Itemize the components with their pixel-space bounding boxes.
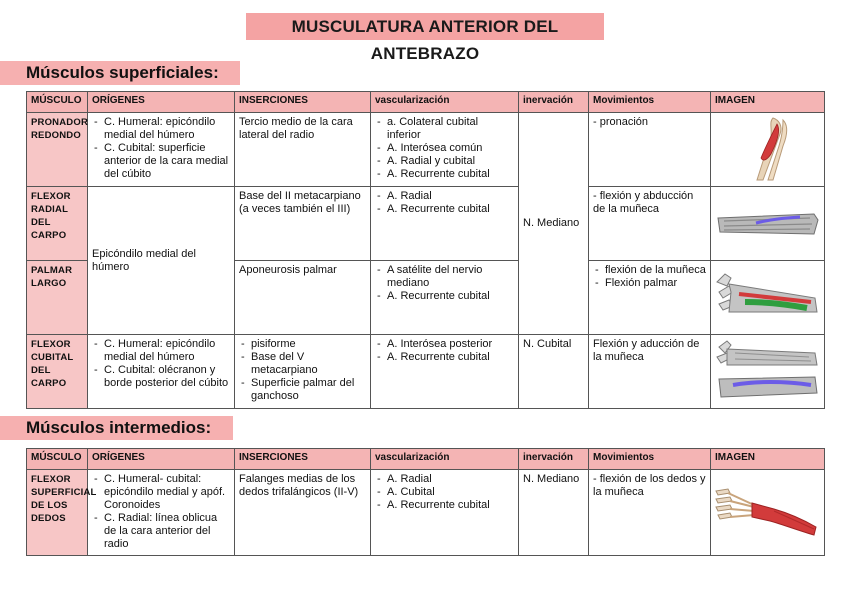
table-row xyxy=(27,113,825,187)
image-cell xyxy=(711,187,825,261)
vascularization-cell xyxy=(371,187,519,261)
flexor-digitorum-superficialis-illustration xyxy=(714,485,822,541)
movement-item: - Flexión palmar xyxy=(605,277,706,290)
vasc-item: - A satélite del nervio mediano xyxy=(387,264,514,290)
header-inserciones: INSERCIONES xyxy=(235,92,371,113)
vasc-item: - A. Recurrente cubital xyxy=(387,499,514,512)
image-cell xyxy=(711,261,825,335)
page-title: MUSCULATURA ANTERIOR DEL ANTEBRAZO xyxy=(291,17,559,63)
vasc-item: - A. Radial xyxy=(387,190,514,203)
innervation-cell: N. Cubital xyxy=(519,335,589,409)
origins-cell xyxy=(88,470,235,556)
image-cell xyxy=(711,335,825,409)
origin-item: - C. Cubital: olécranon y borde posterior del cúbito xyxy=(104,364,230,390)
vasc-item: - A. Recurrente cubital xyxy=(387,168,514,181)
header-origenes: ORÍGENES xyxy=(88,449,235,470)
insertion-cell: Tercio medio de la cara lateral del radio xyxy=(235,113,371,187)
image-cell xyxy=(711,113,825,187)
vascularization-cell xyxy=(371,470,519,556)
vasc-item: - A. Radial xyxy=(387,473,514,486)
origin-item: - C. Humeral- cubital: epicóndilo medial y apóf. Coronoides xyxy=(104,473,230,512)
insertion-cell: Aponeurosis palmar xyxy=(235,261,371,335)
header-inserciones: INSERCIONES xyxy=(235,449,371,470)
header-musculo: MÚSCULO xyxy=(27,92,88,113)
movement-cell: - pronación xyxy=(589,113,711,187)
vasc-item: - A. Recurrente cubital xyxy=(387,290,514,303)
innervation-cell: N. Mediano xyxy=(519,470,589,556)
movement-cell: - flexión y abducción de la muñeca xyxy=(589,187,711,261)
insertion-cell xyxy=(235,335,371,409)
insertion-item: - Superficie palmar del ganchoso xyxy=(251,377,366,403)
header-movimientos: Movimientos xyxy=(589,449,711,470)
insertion-item: - Base del V metacarpiano xyxy=(251,351,366,377)
table-header-row xyxy=(27,449,825,470)
header-inervacion: inervación xyxy=(519,92,589,113)
table-row xyxy=(27,335,825,409)
vasc-item: - A. Interósea común xyxy=(387,142,514,155)
section-title-intermedios: Músculos intermedios: xyxy=(26,418,212,437)
movement-item: - flexión de la muñeca xyxy=(605,264,706,277)
origin-item: - C. Humeral: epicóndilo medial del húmero xyxy=(104,116,230,142)
image-cell xyxy=(711,470,825,556)
vascularization-cell xyxy=(371,261,519,335)
header-movimientos: Movimientos xyxy=(589,92,711,113)
muscle-name: PALMAR LARGO xyxy=(27,261,88,335)
flexor-carpi-ulnaris-illustration xyxy=(715,339,821,405)
section-title-superficiales: Músculos superficiales: xyxy=(26,63,219,82)
header-inervacion: inervación xyxy=(519,449,589,470)
header-musculo: MÚSCULO xyxy=(27,449,88,470)
vasc-item: - A. Recurrente cubital xyxy=(387,203,514,216)
vascularization-cell xyxy=(371,113,519,187)
vasc-item: - A. Radial y cubital xyxy=(387,155,514,168)
innervation-cell-mediano: N. Mediano xyxy=(519,113,589,335)
muscle-name: FLEXOR SUPERFICIAL DE LOS DEDOS xyxy=(27,470,88,556)
movement-cell xyxy=(589,261,711,335)
header-imagen: IMAGEN xyxy=(711,449,825,470)
insertion-cell: Base del II metacarpiano (a veces también el III) xyxy=(235,187,371,261)
header-imagen: IMAGEN xyxy=(711,92,825,113)
superficial-muscles-table xyxy=(26,91,825,409)
vasc-item: - A. Cubital xyxy=(387,486,514,499)
header-origenes: ORÍGENES xyxy=(88,92,235,113)
pronator-teres-illustration xyxy=(733,116,803,184)
origin-item: - C. Humeral: epicóndilo medial del húmero xyxy=(104,338,230,364)
vasc-item: - A. Interósea posterior xyxy=(387,338,514,351)
origins-cell xyxy=(88,335,235,409)
palmaris-longus-illustration xyxy=(715,268,821,328)
table-header-row xyxy=(27,92,825,113)
header-vascularizacion: vascularización xyxy=(371,449,519,470)
flexor-carpi-radialis-illustration xyxy=(716,204,820,244)
origin-item: - C. Cubital: superficie anterior de la cara medial del cúbito xyxy=(104,142,230,181)
vasc-item: - a. Colateral cubital inferior xyxy=(387,116,514,142)
table-row xyxy=(27,187,825,261)
insertion-cell: Falanges medias de los dedos trifalángicos (II-V) xyxy=(235,470,371,556)
movement-cell: - flexión de los dedos y la muñeca xyxy=(589,470,711,556)
movement-cell: Flexión y aducción de la muñeca xyxy=(589,335,711,409)
vasc-item: - A. Recurrente cubital xyxy=(387,351,514,364)
insertion-item: - pisiforme xyxy=(251,338,366,351)
table-row xyxy=(27,470,825,556)
muscle-name: PRONADOR REDONDO xyxy=(27,113,88,187)
vascularization-cell xyxy=(371,335,519,409)
origins-cell-shared: Epicóndilo medial del húmero xyxy=(88,187,235,335)
header-vascularizacion: vascularización xyxy=(371,92,519,113)
muscle-name: FLEXOR CUBITAL DEL CARPO xyxy=(27,335,88,409)
origins-cell xyxy=(88,113,235,187)
intermediate-muscles-table xyxy=(26,448,825,556)
origin-item: - C. Radial: línea oblicua de la cara anterior del radio xyxy=(104,512,230,551)
muscle-name: FLEXOR RADIAL DEL CARPO xyxy=(27,187,88,261)
